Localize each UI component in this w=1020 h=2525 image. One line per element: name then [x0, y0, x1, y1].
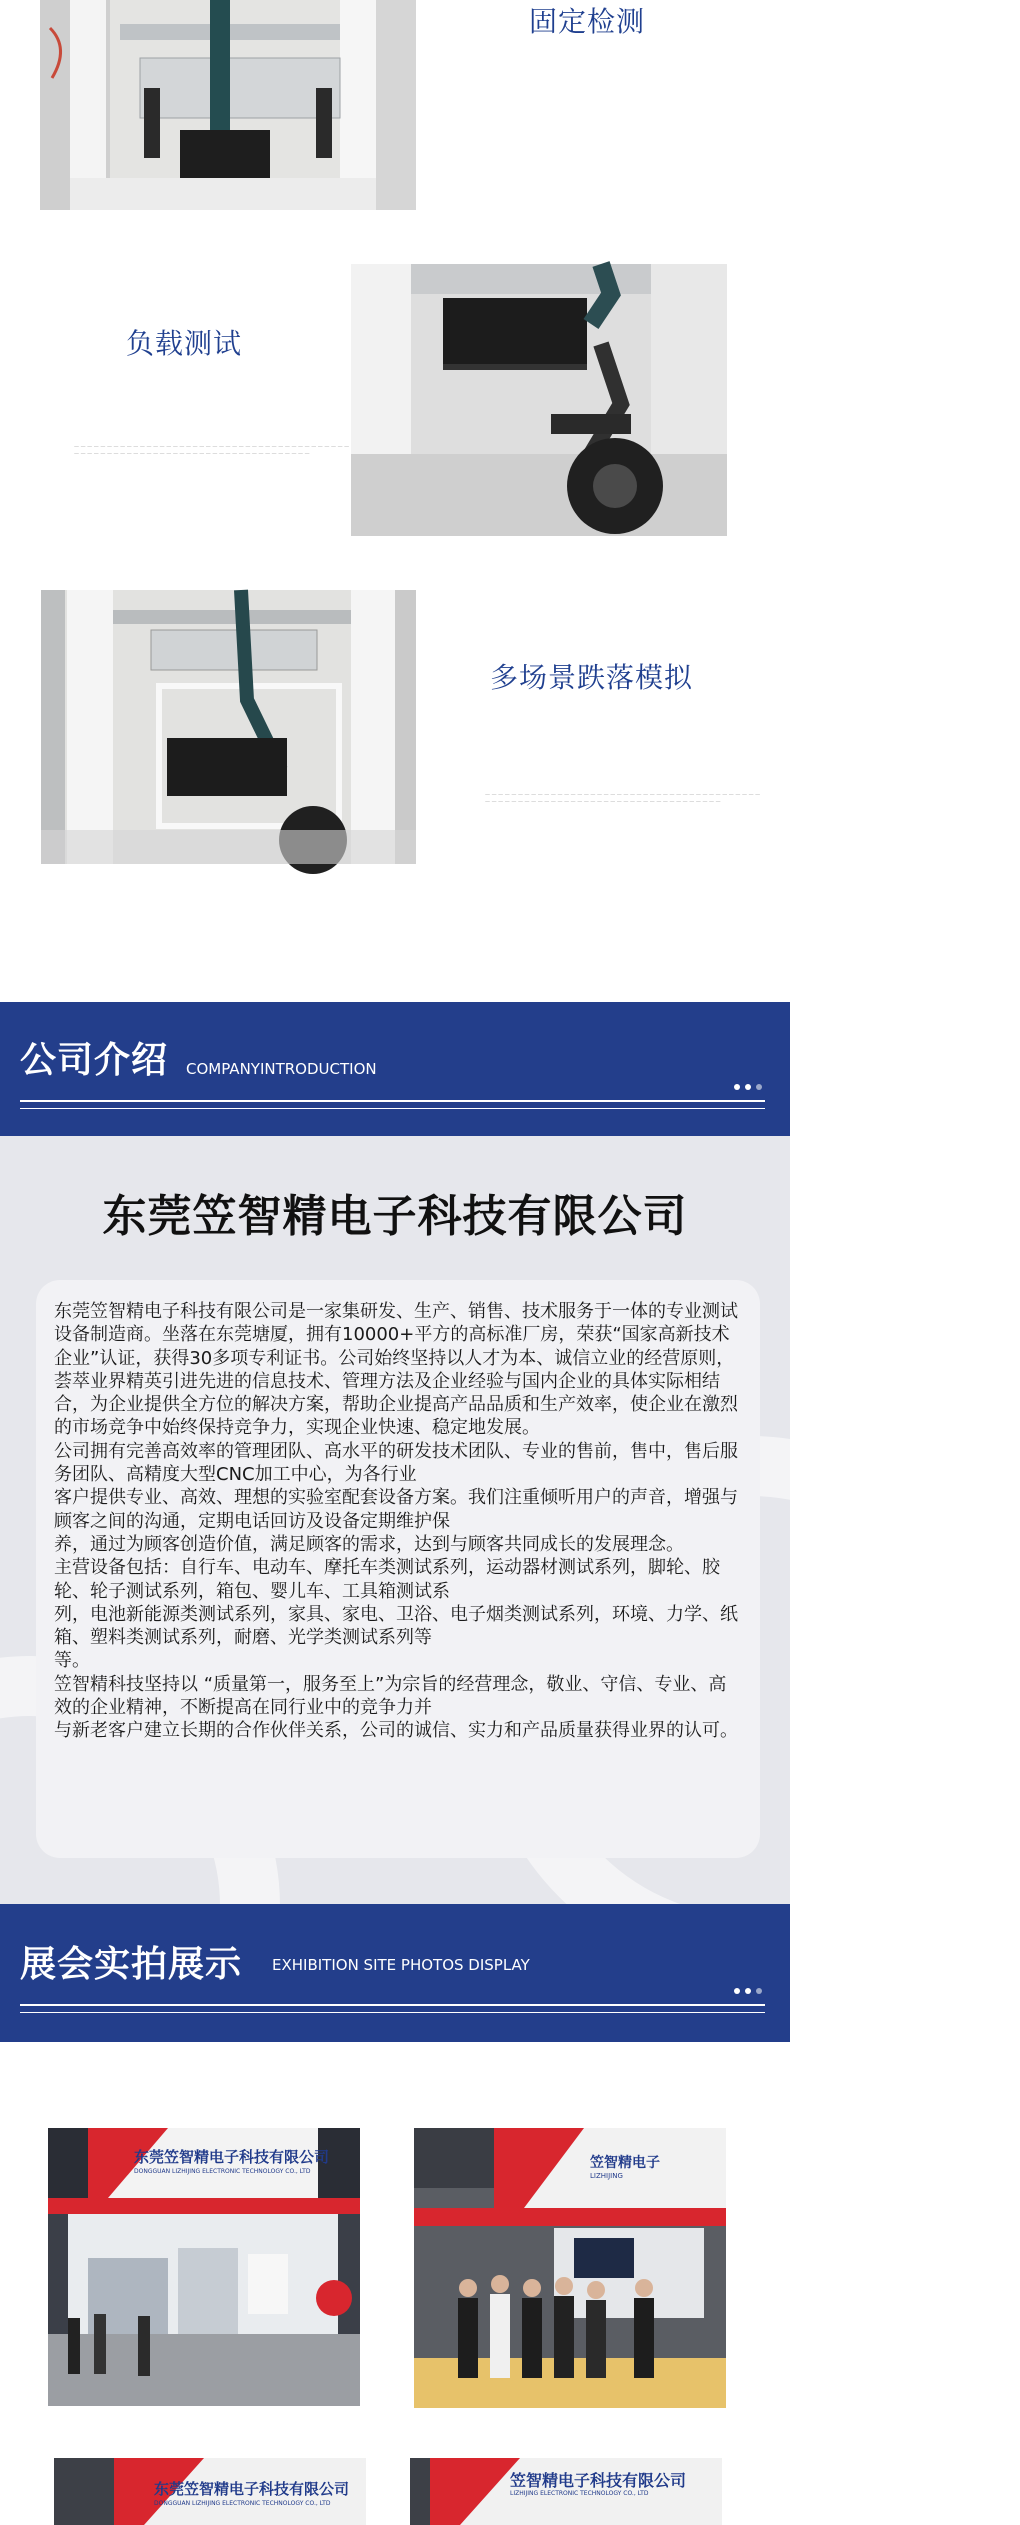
dot-icon — [756, 1988, 762, 1994]
booth-sign-en: DONGGUAN LIZHIJING ELECTRONIC TECHNOLOGY CO., LTD — [154, 2500, 331, 2507]
banner-dots — [734, 1988, 762, 1994]
feature-subtitle-load — [74, 444, 350, 458]
exhibition-photo — [410, 2458, 722, 2525]
exhibition-photo — [48, 2128, 360, 2406]
booth-sign-en: LIZHIJING — [590, 2172, 623, 2180]
dot-icon — [745, 1988, 751, 1994]
feature-subtitle-line: — — — — — — — — — — — — — — — — — — — — — — — — — — — — — — — — — — — — — [485, 799, 721, 805]
banner-divider — [20, 2004, 765, 2006]
exhibition-photo — [54, 2458, 366, 2525]
feature-title-fixed: 固定检测 — [529, 5, 646, 38]
feature-subtitle-drop — [485, 792, 761, 806]
booth-sign: 东莞笠智精电子科技有限公司 — [154, 2480, 350, 2498]
banner-divider-thin — [20, 1108, 765, 1109]
feature-subtitle-line: — — — — — — — — — — — — — — — — — — — — — — — — — — — — — — — — — — — — — [74, 451, 310, 457]
banner-dots — [734, 1084, 762, 1090]
exhibition-photo — [414, 2128, 726, 2408]
dot-icon — [734, 1988, 740, 1994]
intro-paragraph: 东莞笠智精电子科技有限公司是一家集研发、生产、销售、技术服务于一体的专业测试设备制造商。坐落在东莞塘厦，拥有10000+平方的高标准厂房，荣获“国家高新技术企业”认证，获得30多项专利证书。公司始终坚持以人才为本、诚信立业的经营原则，荟萃业界精英引进先进的信息技术、管理方法及企业经验与国内企业的具体实际相结合，为企业提供全方位的解决方案，帮助企业提高产品品质和生产效率，使企业在激烈的市场竞争中始终保持竞争力，实现企业快速、稳定地发展。 — [54, 1301, 738, 1439]
company-name: 东莞笠智精电子科技有限公司 — [102, 1191, 688, 1242]
feature-subtitle-line: — — — — — — — — — — — — — — — — — — — — — — — — — — — — — — — — — — — — — — — — — — — [74, 444, 350, 450]
booth-sign-en: DONGGUAN LIZHIJING ELECTRONIC TECHNOLOGY CO., LTD — [134, 2168, 311, 2175]
booth-sign-en: LIZHIJING ELECTRONIC TECHNOLOGY CO., LTD — [510, 2490, 649, 2497]
booth-sign: 笠智精电子科技有限公司 — [510, 2471, 687, 2490]
feature-title-drop: 多场景跌落模拟 — [490, 661, 694, 694]
intro-paragraph: 笠智精科技坚持以 “质量第一，服务至上”为宗旨的经营理念，敬业、守信、专业、高效的企业精神，不断提高在同行业中的竞争力并 — [54, 1673, 727, 1719]
feature-title-load: 负载测试 — [126, 327, 243, 360]
intro-paragraph: 等。 — [54, 1650, 90, 1672]
dot-icon — [756, 1084, 762, 1090]
dot-icon — [745, 1084, 751, 1090]
exhibition-banner — [0, 1904, 790, 2042]
drop-simulation-photo — [41, 590, 416, 864]
company-intro-banner — [0, 1002, 790, 1136]
dot-icon — [734, 1084, 740, 1090]
banner-title: 展会实拍展示 — [20, 1944, 243, 1985]
intro-paragraph: 公司拥有完善高效率的管理团队、高水平的研发技术团队、专业的售前，售中，售后服务团队、高精度大型CNC加工中心，为各行业 — [54, 1440, 738, 1486]
company-description — [54, 1300, 744, 1743]
banner-divider — [20, 1100, 765, 1102]
banner-subtitle: EXHIBITION SITE PHOTOS DISPLAY — [272, 1956, 530, 1974]
banner-divider-thin — [20, 2012, 765, 2013]
load-test-photo — [351, 264, 727, 536]
intro-paragraph: 养，通过为顾客创造价值，满足顾客的需求，达到与顾客共同成长的发展理念。 — [54, 1533, 684, 1555]
intro-paragraph: 列，电池新能源类测试系列，家具、家电、卫浴、电子烟类测试系列，环境、力学、纸箱、塑料类测试系列，耐磨、光学类测试系列等 — [54, 1603, 738, 1649]
banner-subtitle: COMPANYINTRODUCTION — [186, 1060, 377, 1078]
banner-title: 公司介绍 — [20, 1040, 169, 1081]
fixed-test-photo — [40, 0, 416, 210]
intro-paragraph: 主营设备包括：自行车、电动车、摩托车类测试系列，运动器材测试系列，脚轮、胶轮、轮子测试系列，箱包、婴儿车、工具箱测试系 — [54, 1557, 720, 1602]
intro-paragraph: 与新老客户建立长期的合作伙伴关系，公司的诚信、实力和产品质量获得业界的认可。 — [54, 1720, 738, 1742]
feature-subtitle-line: — — — — — — — — — — — — — — — — — — — — — — — — — — — — — — — — — — — — — — — — — — — [485, 792, 761, 798]
booth-sign: 笠智精电子 — [590, 2155, 660, 2171]
intro-paragraph: 客户提供专业、高效、理想的实验室配套设备方案。我们注重倾听用户的声音，增强与顾客之间的沟通，定期电话回访及设备定期维护保 — [54, 1487, 738, 1532]
booth-sign: 东莞笠智精电子科技有限公司 — [134, 2148, 330, 2166]
